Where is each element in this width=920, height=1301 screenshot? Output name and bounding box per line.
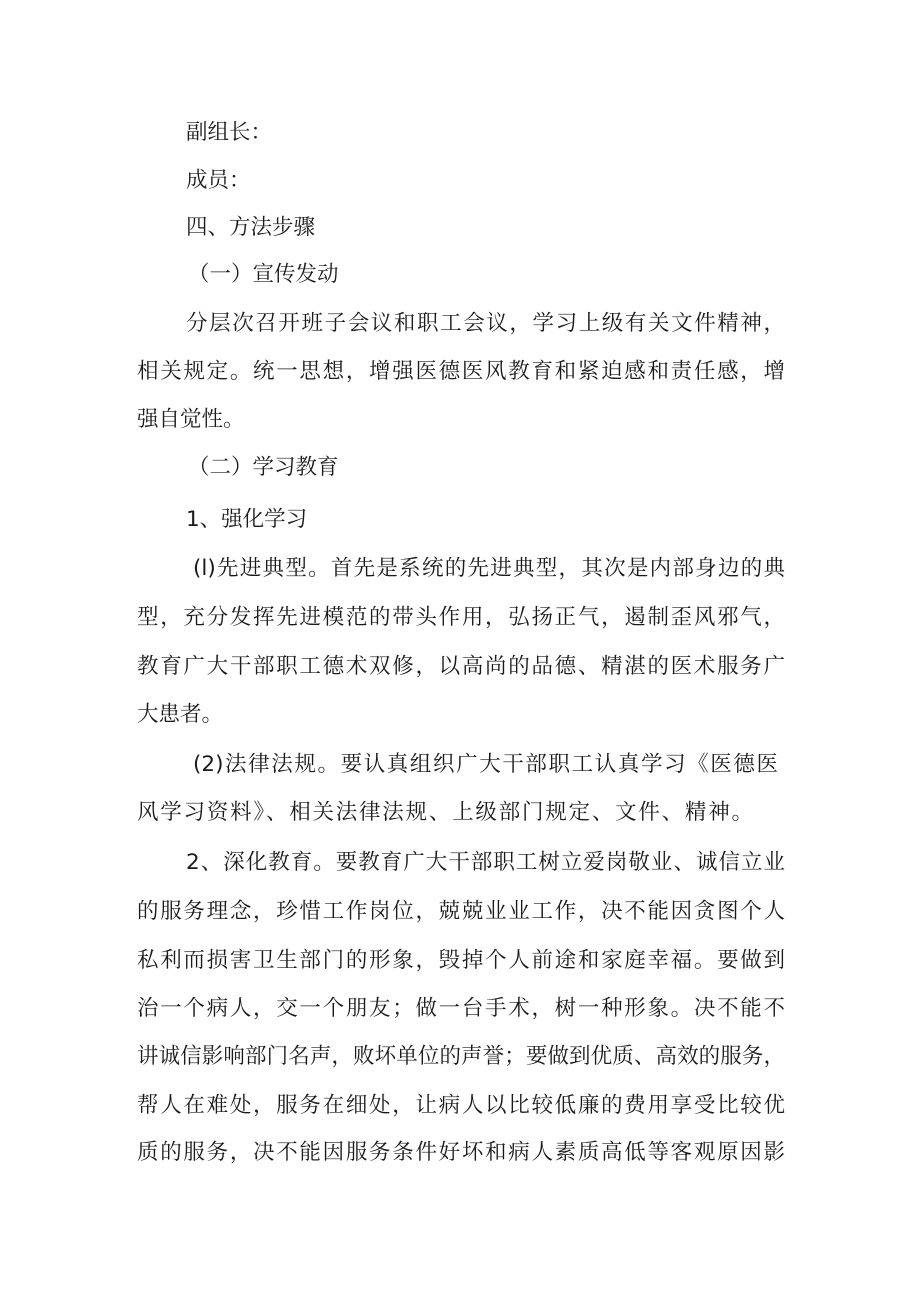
paragraph-line: 治一个病人，交一个朋友；做一台手术，树一种形象。决不能不 bbox=[137, 996, 785, 1021]
paragraph-line: 2、深化教育。要教育广大干部职工树立爱岗敬业、诚信立业 bbox=[186, 850, 785, 875]
subsection-heading-1: （一）宣传发动 bbox=[188, 262, 339, 287]
paragraph-line: (2)法律法规。要认真组织广大干部职工认真学习《医德医 bbox=[193, 752, 778, 777]
paragraph-line: 型，充分发挥先进模范的带头作用，弘扬正气，遏制歪风邪气， bbox=[137, 605, 785, 630]
paragraph-line: 大患者。 bbox=[137, 702, 224, 727]
paragraph-line: 风学习资料》、相关法律法规、上级部门规定、文件、精神。 bbox=[137, 800, 753, 825]
paragraph-line: 教育广大干部职工德术双修，以高尚的品德、精湛的医术服务广 bbox=[137, 654, 785, 679]
paragraph-line: (l)先进典型。首先是系统的先进典型，其次是内部身边的典 bbox=[193, 556, 785, 581]
paragraph-line: 分层次召开班子会议和职工会议，学习上级有关文件精神， bbox=[186, 311, 785, 336]
subsection-heading-2: （二）学习教育 bbox=[188, 455, 339, 480]
paragraph-line: 强自觉性。 bbox=[137, 407, 245, 432]
item-heading-1: 1、强化学习 bbox=[186, 507, 308, 532]
paragraph-line: 的服务理念，珍惜工作岗位，兢兢业业工作，决不能因贪图个人 bbox=[137, 899, 785, 924]
paragraph-line: 相关规定。统一思想，增强医德医风教育和紧迫感和责任感，增 bbox=[137, 359, 785, 384]
paragraph-line: 帮人在难处，服务在细处，让病人以比较低廉的费用享受比较优 bbox=[137, 1093, 785, 1118]
paragraph-line: 质的服务，决不能因服务条件好坏和病人素质高低等客观原因影 bbox=[137, 1140, 785, 1165]
paragraph-line: 私利而损害卫生部门的形象，毁掉个人前途和家庭幸福。要做到 bbox=[137, 948, 785, 973]
deputy-leader-label: 副组长： bbox=[186, 120, 273, 145]
members-label: 成员： bbox=[186, 168, 251, 193]
section-heading-4: 四、方法步骤 bbox=[186, 215, 316, 240]
paragraph-line: 讲诚信影响部门名声，败坏单位的声誉；要做到优质、高效的服务， bbox=[137, 1044, 785, 1069]
